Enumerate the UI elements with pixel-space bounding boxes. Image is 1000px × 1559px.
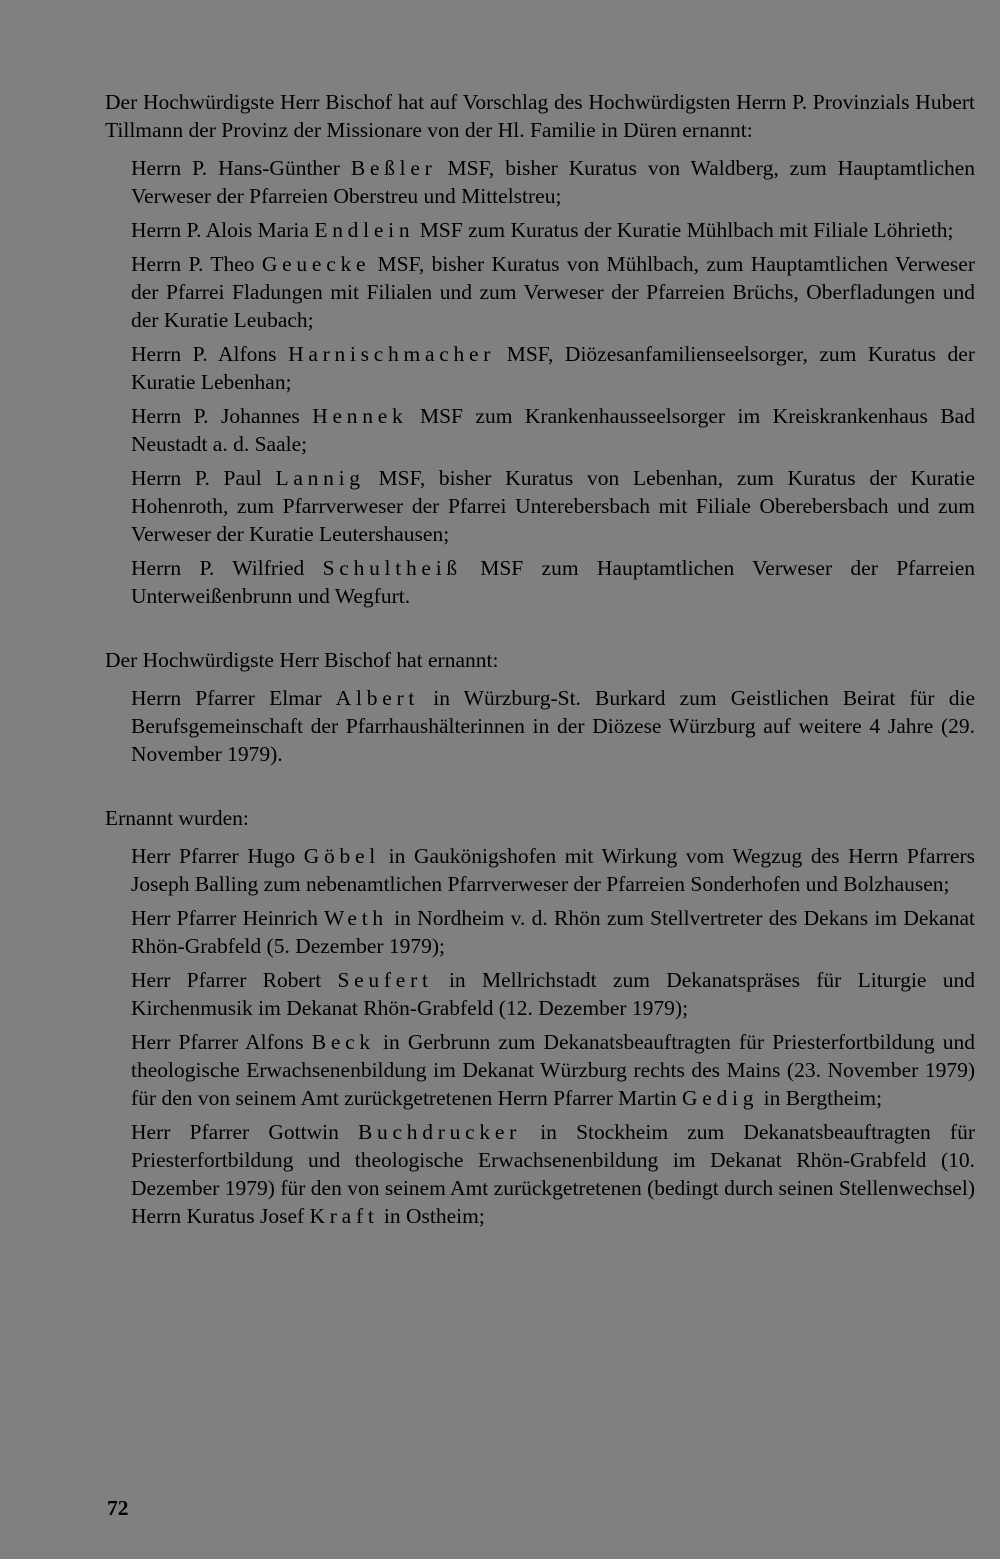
appointment-entry: Herr Pfarrer Heinrich Weth in Nordheim v. d. Rhön zum Stellvertreter des Dekans im Dekanat Rhön-Grabfeld (5. Dezember 1979); [131, 906, 975, 958]
surname: Beßler [350, 156, 437, 180]
surname: Endlein [314, 218, 415, 242]
section-named [105, 804, 975, 1230]
appointment-entry: Herr Pfarrer Gottwin Buchdrucker in Stockheim zum Dekanatsbeauftragten für Priesterfortbildung und theologische Erwachsenenbildung im Dekanat Rhön-Grabfeld (10. Dezember 1979) für den von seinem Amt zurückgetretenen (bedingt durch seinen Stellenwechsel) Herrn Kuratus Josef Kraft in Ostheim; [131, 1120, 975, 1228]
section-msf-appointments [105, 88, 975, 610]
entry-list [105, 154, 975, 610]
appointment-entry: Herrn Pfarrer Elmar Albert in Würzburg-St. Burkard zum Geistlichen Beirat für die Berufsgemeinschaft der Pfarrhaushälterinnen in der Diözese Würzburg auf weitere 4 Jahre (29. November 1979). [131, 686, 975, 766]
surname: Göbel [303, 844, 380, 868]
appointment-entry: Herrn P. Paul Lannig MSF, bisher Kuratus von Lebenhan, zum Kuratus der Kuratie Hohenroth, zum Pfarrverweser der Pfarrei Unterebersbach mit Filiale Oberebersbach und zum Verweser der Kuratie Leutershausen; [131, 466, 975, 546]
surname: Harnischmacher [288, 342, 496, 366]
surname: Gedig [682, 1086, 759, 1110]
surname: Seufert [337, 968, 433, 992]
appointment-entry: Herrn P. Hans-Günther Beßler MSF, bisher Kuratus von Waldberg, zum Hauptamtlichen Verweser der Pfarreien Oberstreu und Mittelstreu; [131, 156, 976, 208]
entry-list [105, 842, 975, 1230]
surname: Lannig [275, 466, 365, 490]
section-bishop-appointment [105, 646, 975, 768]
appointment-entry: Herr Pfarrer Alfons Beck in Gerbrunn zum Dekanatsbeauftragten für Priesterfortbildung und theologische Erwachsenenbildung im Dekanat Würzburg rechts des Mains (23. November 1979) für den von seinem Amt zurückgetretenen Herrn Pfarrer Martin Gedig in Bergtheim; [131, 1030, 975, 1110]
surname: Buchdrucker [357, 1120, 522, 1144]
section-intro: Der Hochwürdigste Herr Bischof hat ernannt: [105, 648, 499, 672]
appointment-entry: Herr Pfarrer Robert Seufert in Mellrichstadt zum Dekanatspräses für Liturgie und Kirchenmusik im Dekanat Rhön-Grabfeld (12. Dezember 1979); [131, 968, 975, 1020]
section-intro: Ernannt wurden: [105, 806, 249, 830]
surname: Weth [324, 906, 388, 930]
surname: Albert [335, 686, 420, 710]
appointment-entry: Herrn P. Theo Geuecke MSF, bisher Kuratus von Mühlbach, zum Hauptamtlichen Verweser der Pfarrei Fladungen mit Filialen und zum Verweser der Pfarreien Brüchs, Oberfladungen und der Kuratie Leubach; [131, 252, 975, 332]
appointment-entry: Herrn P. Johannes Hennek MSF zum Krankenhausseelsorger im Kreiskrankenhaus Bad Neustadt a. d. Saale; [131, 404, 975, 456]
surname: Geuecke [261, 252, 371, 276]
surname: Schultheiß [322, 556, 462, 580]
appointment-entry: Herr Pfarrer Hugo Göbel in Gaukönigshofen mit Wirkung vom Wegzug des Herrn Pfarrers Joseph Balling zum nebenamtlichen Pfarrverweser der Pfarreien Sonderhofen und Bolzhausen; [131, 844, 975, 896]
surname: Kraft [309, 1204, 379, 1228]
appointment-entry: Herrn P. Alois Maria Endlein MSF zum Kuratus der Kuratie Mühlbach mit Filiale Löhrieth; [131, 218, 954, 242]
surname: Beck [311, 1030, 375, 1054]
appointment-entry: Herrn P. Alfons Harnischmacher MSF, Diözesanfamilienseelsorger, zum Kuratus der Kuratie Lebenhan; [131, 342, 975, 394]
section-intro: Der Hochwürdigste Herr Bischof hat auf Vorschlag des Hochwürdigsten Herrn P. Provinzials Hubert Tillmann der Provinz der Missionare von der Hl. Familie in Düren ernannt: [105, 90, 975, 142]
entry-list [105, 684, 975, 768]
surname: Hennek [312, 404, 408, 428]
appointment-entry: Herrn P. Wilfried Schultheiß MSF zum Hauptamtlichen Verweser der Pfarreien Unterweißenbrunn und Wegfurt. [131, 556, 975, 608]
page-number: 72 [107, 1496, 129, 1520]
document-page [105, 88, 975, 1266]
